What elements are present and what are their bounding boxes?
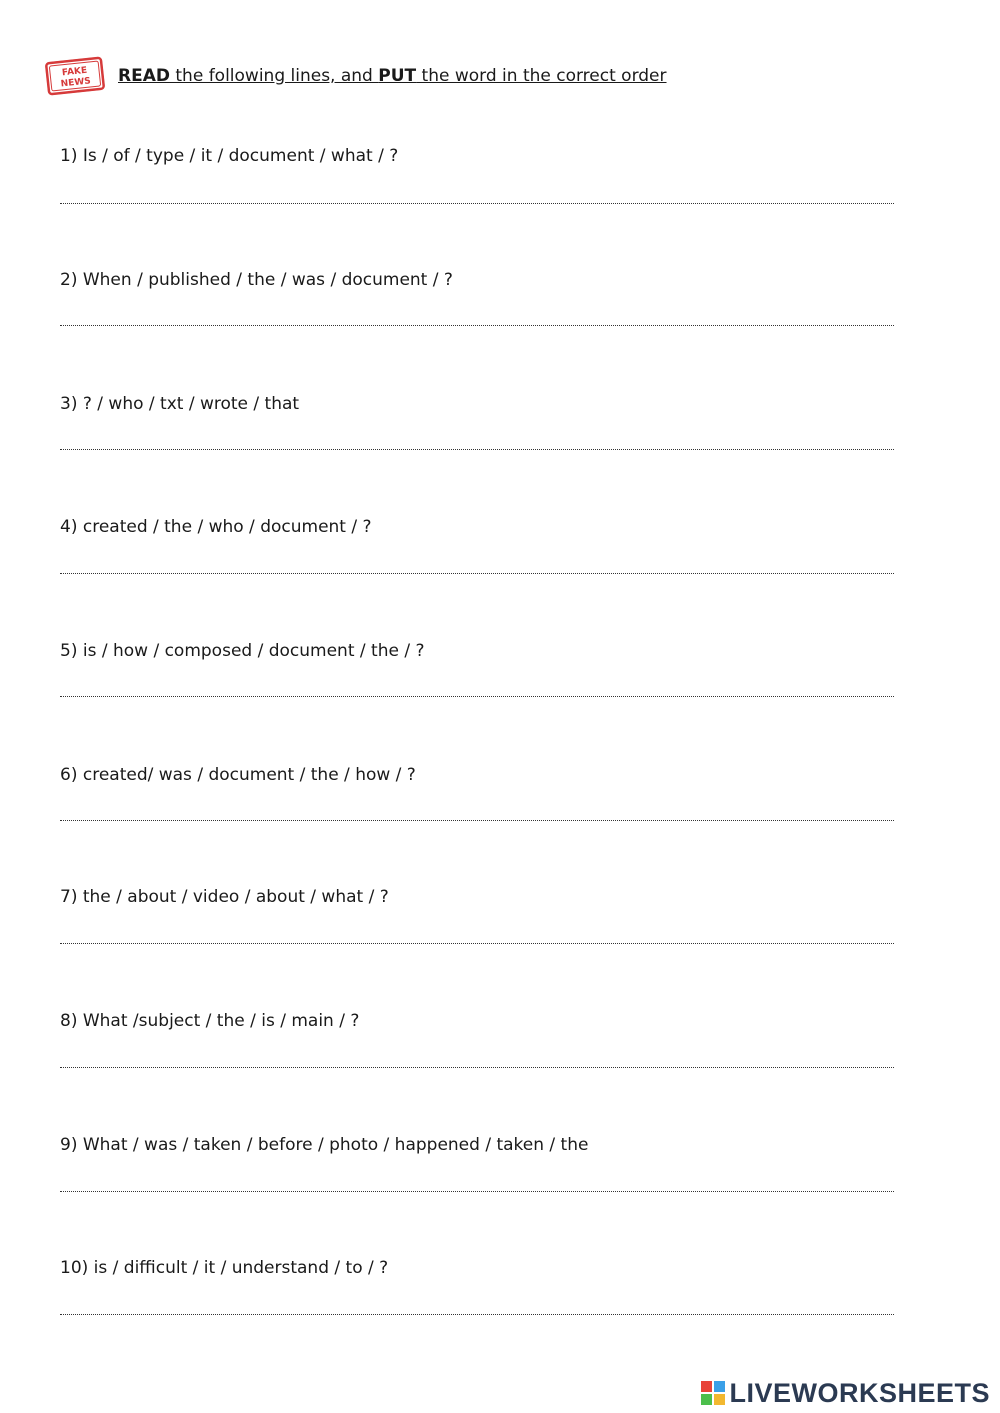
question-7 <box>60 886 894 908</box>
answer-line[interactable] <box>60 325 894 326</box>
answer-line[interactable] <box>60 573 894 574</box>
question-1 <box>60 145 894 167</box>
question-text: 1) Is / of / type / it / document / what / ? <box>60 146 399 166</box>
instruction-rest: the word in the correct order <box>416 66 667 86</box>
question-2 <box>60 269 894 291</box>
question-text: 9) What / was / taken / before / photo / happened / taken / the <box>60 1135 589 1155</box>
question-4 <box>60 516 894 538</box>
question-text: 3) ? / who / txt / wrote / that <box>60 394 300 414</box>
instruction-middle: the following lines, and <box>169 66 379 86</box>
question-3 <box>60 393 894 415</box>
question-5 <box>60 640 894 662</box>
question-text: 4) created / the / who / document / ? <box>60 517 372 537</box>
answer-line[interactable] <box>60 449 894 450</box>
question-8 <box>60 1010 894 1032</box>
liveworksheets-icon <box>701 1381 725 1405</box>
instruction-text <box>118 66 667 86</box>
question-text: 5) is / how / composed / document / the / ? <box>60 641 425 661</box>
question-text: 8) What /subject / the / is / main / ? <box>60 1011 360 1031</box>
svg-text:FAKE: FAKE <box>61 65 88 79</box>
liveworksheets-logo <box>701 1378 990 1408</box>
question-10 <box>60 1257 894 1279</box>
answer-line[interactable] <box>60 820 894 821</box>
brand-name: LIVEWORKSHEETS <box>729 1377 990 1408</box>
question-text: 10) is / difficult / it / understand / to / ? <box>60 1258 389 1278</box>
instruction-put: PUT <box>378 66 417 86</box>
answer-line[interactable] <box>60 203 894 204</box>
instruction-read: READ <box>118 66 170 86</box>
answer-line[interactable] <box>60 1191 894 1192</box>
fake-news-stamp-icon <box>44 56 105 96</box>
answer-line[interactable] <box>60 943 894 944</box>
question-6 <box>60 764 894 786</box>
answer-line[interactable] <box>60 696 894 697</box>
question-text: 2) When / published / the / was / document / ? <box>60 270 453 290</box>
header <box>46 56 667 96</box>
question-text: 7) the / about / video / about / what / ? <box>60 887 389 907</box>
svg-text:NEWS: NEWS <box>60 76 92 90</box>
question-9 <box>60 1134 894 1156</box>
question-text: 6) created/ was / document / the / how / ? <box>60 765 416 785</box>
answer-line[interactable] <box>60 1314 894 1315</box>
answer-line[interactable] <box>60 1067 894 1068</box>
